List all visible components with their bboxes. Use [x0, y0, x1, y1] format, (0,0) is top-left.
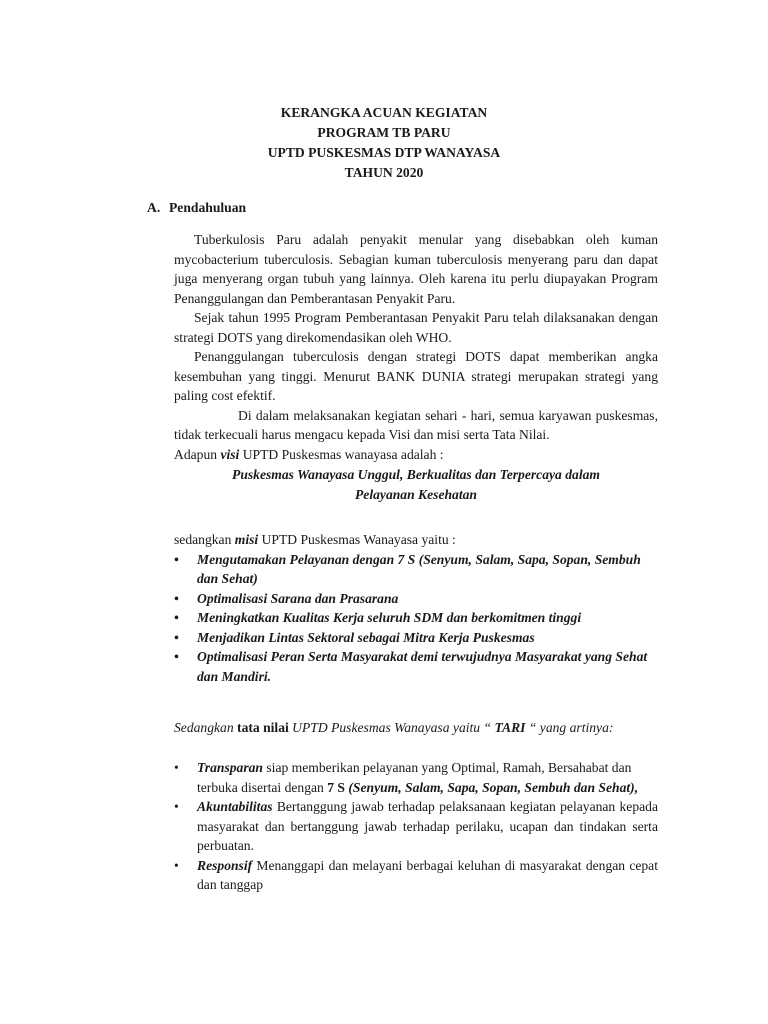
nilai-term: Responsif	[197, 857, 253, 873]
visi-intro-pre: Adapun	[174, 446, 221, 462]
list-item	[174, 797, 658, 856]
paragraph-1: Tuberkulosis Paru adalah penyakit menular yang disebabkan oleh kuman mycobacterium tuberculosis. Sebagian kuman tuberculosis menyerang paru dan dapat juga menyerang organ tubuh yang lainnya. Oleh karena itu perlu diupayakan Program Penanggulangan dan Pemberantasan Penyakit Paru.	[174, 232, 658, 306]
section-number: A.	[147, 200, 161, 215]
misi-item-text: Mengutamakan Pelayanan dengan 7 S (Senyum, Salam, Sapa, Sopan, Sembuh dan Sehat)	[197, 551, 641, 586]
nilai-extra-italic: (Senyum, Salam, Sapa, Sopan, Sembuh dan Sehat),	[345, 779, 639, 795]
tata-nilai-keyword: tata nilai	[237, 720, 289, 735]
list-item	[174, 758, 658, 797]
misi-item-text: Optimalisasi Sarana dan Prasarana	[197, 590, 399, 606]
title-line-4: TAHUN 2020	[344, 165, 424, 180]
visi-line-2: Pelayanan Kesehatan	[355, 487, 477, 502]
list-item	[174, 589, 658, 609]
bullet-icon: •	[174, 649, 179, 664]
misi-keyword: misi	[234, 532, 259, 547]
title-line-2: PROGRAM TB PARU	[317, 125, 451, 140]
paragraph-3: Penanggulangan tuberculosis dengan strategi DOTS dapat memberikan angka kesembuhan yang tinggi. Menurut BANK DUNIA strategi merupakan strategi yang paling cost efektif.	[174, 349, 658, 403]
title-line-1: KERANGKA ACUAN KEGIATAN	[280, 105, 488, 120]
nilai-term: Transparan	[197, 760, 263, 775]
tata-nilai-acronym: TARI	[494, 720, 526, 735]
nilai-extra-bold: 7 S	[327, 779, 345, 795]
nilai-text: siap memberikan pelayanan yang Optimal, Ramah, Bersahabat dan terbuka disertai dengan	[197, 760, 632, 795]
paragraph-4: Di dalam melaksanakan kegiatan sehari - hari, semua karyawan puskesmas, tidak terkecuali harus mengacu kepada Visi dan misi serta Tata Nilai.	[174, 407, 658, 442]
list-item	[174, 628, 658, 648]
bullet-icon: •	[174, 629, 179, 645]
tata-nilai-list	[174, 758, 658, 895]
misi-list	[174, 550, 658, 687]
list-item	[174, 856, 658, 895]
tata-nilai-post: “ yang artinya:	[525, 720, 614, 735]
visi-line-1: Puskesmas Wanayasa Unggul, Berkualitas dan Terpercaya dalam	[232, 467, 600, 482]
tata-nilai-mid: UPTD Puskesmas Wanayasa yaitu “	[288, 720, 495, 735]
list-item	[174, 550, 658, 589]
nilai-text: Menanggapi dan melayani berbagai keluhan di masyarakat dengan cepat dan tanggap	[197, 857, 658, 892]
bullet-icon: •	[174, 857, 179, 873]
list-item	[174, 608, 658, 628]
misi-item-text: Optimalisasi Peran Serta Masyarakat demi terwujudnya Masyarakat yang Sehat dan Mandiri.	[197, 649, 648, 684]
tata-nilai-pre: Sedangkan	[174, 720, 238, 735]
section-body	[174, 230, 658, 686]
visi-intro-post: UPTD Puskesmas wanayasa adalah :	[239, 446, 444, 462]
misi-item-text: Menjadikan Lintas Sektoral sebagai Mitra Kerja Puskesmas	[197, 629, 535, 645]
visi-keyword: visi	[220, 446, 240, 462]
bullet-icon: •	[174, 799, 179, 814]
visi-intro	[174, 445, 658, 465]
title-line-3: UPTD PUSKESMAS DTP WANAYASA	[267, 145, 501, 160]
misi-intro-pre: sedangkan	[174, 532, 235, 547]
misi-intro	[174, 530, 658, 550]
misi-intro-post: UPTD Puskesmas Wanayasa yaitu :	[258, 532, 456, 547]
paragraph-2: Sejak tahun 1995 Program Pemberantasan Penyakit Paru telah dilaksanakan dengan strategi DOTS yang direkomendasikan oleh WHO.	[174, 310, 658, 345]
nilai-text: Bertanggung jawab terhadap pelaksanaan kegiatan pelayanan kepada masyarakat dan bertanggung jawab terhadap perilaku, ucapan dan tindakan serta perbuatan.	[197, 799, 658, 853]
document-title	[0, 103, 768, 183]
tata-nilai-body	[174, 758, 658, 895]
misi-item-text: Meningkatkan Kualitas Kerja seluruh SDM dan berkomitmen tinggi	[197, 610, 582, 625]
bullet-icon: •	[174, 610, 179, 625]
bullet-icon: •	[174, 760, 179, 775]
section-title: Pendahuluan	[169, 200, 247, 215]
list-item	[174, 647, 658, 686]
section-heading	[147, 200, 246, 216]
bullet-icon: •	[174, 551, 179, 567]
bullet-icon: •	[174, 590, 179, 606]
tata-nilai-intro	[147, 718, 658, 738]
nilai-term: Akuntabilitas	[197, 799, 273, 814]
visi-statement	[174, 465, 658, 505]
